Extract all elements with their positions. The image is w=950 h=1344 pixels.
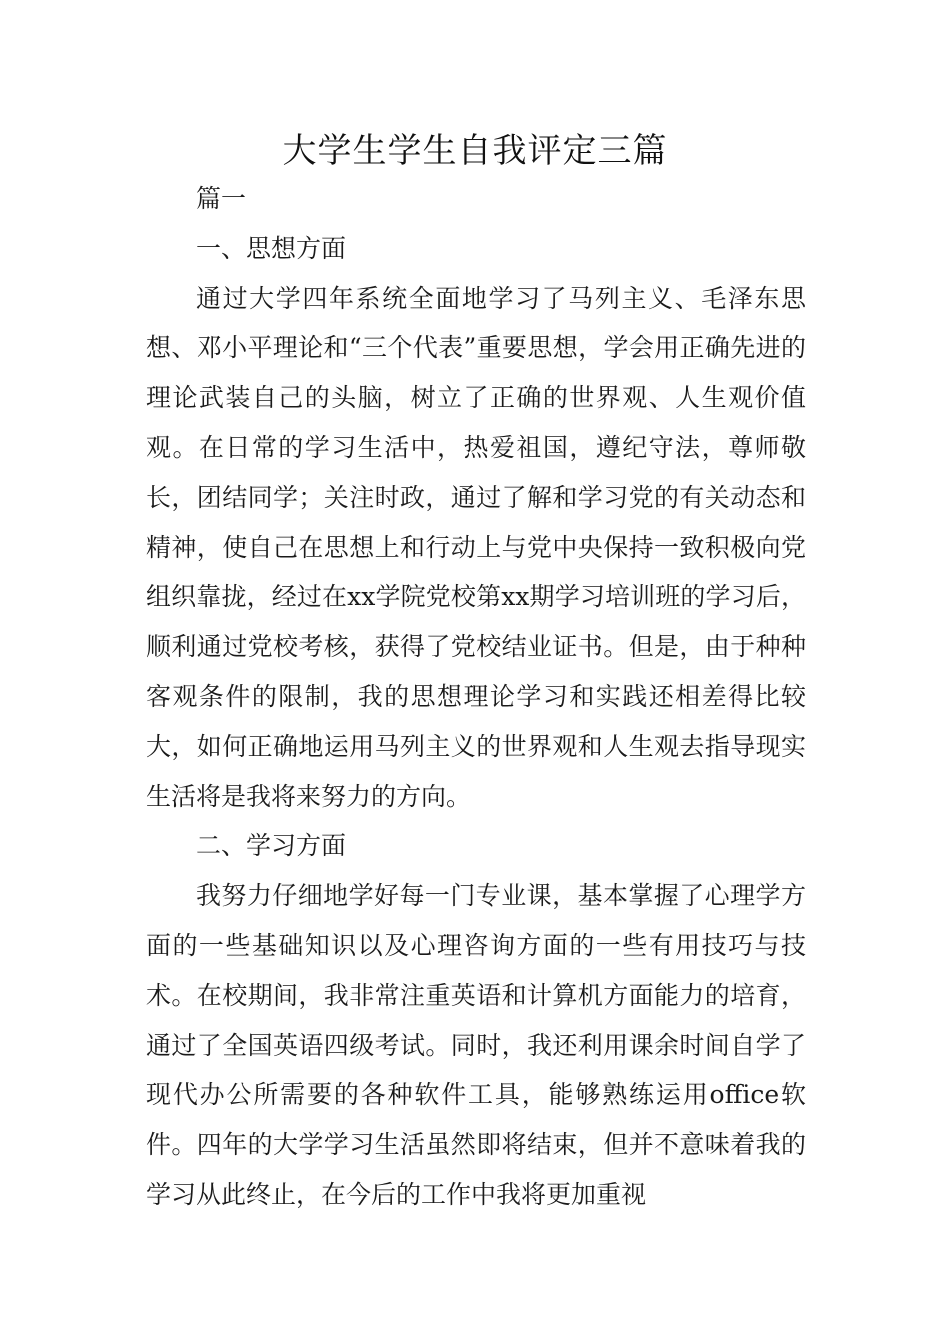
document-title: 大学生学生自我评定三篇 xyxy=(282,131,668,171)
document-body xyxy=(146,174,806,1220)
paragraph-thought: 通过大学四年系统全面地学习了马列主义、毛泽东思想、邓小平理论和“三个代表”重要思想，学会用正确先进的理论武装自己的头脑，树立了正确的世界观、人生观价值观。在日常的学习生活中，热爱祖国，遵纪守法，尊师敬长，团结同学；关注时政，通过了解和学习党的有关动态和精神，使自己在思想上和行动上与党中央保持一致积极向党组织靠拢，经过在xx学院党校第xx期学习培训班的学习后，顺利通过党校考核，获得了党校结业证书。但是，由于种种客观条件的限制，我的思想理论学习和实践还相差得比较大，如何正确地运用马列主义的世界观和人生观去指导现实生活将是我将来努力的方向。 xyxy=(146,283,806,811)
paragraph-study: 我努力仔细地学好每一门专业课，基本掌握了心理学方面的一些基础知识以及心理咨询方面的一些有用技巧与技术。在校期间，我非常注重英语和计算机方面能力的培育，通过了全国英语四级考试。同时，我还利用课余时间自学了现代办公所需要的各种软件工具，能够熟练运用office软件。四年的大学学习生活虽然即将结束，但并不意味着我的学习从此终止，在今后的工作中我将更加重视 xyxy=(146,881,806,1209)
section-label: 篇一 xyxy=(196,184,247,213)
heading-study: 二、学习方面 xyxy=(196,831,347,861)
heading-thought: 一、思想方面 xyxy=(196,233,347,263)
